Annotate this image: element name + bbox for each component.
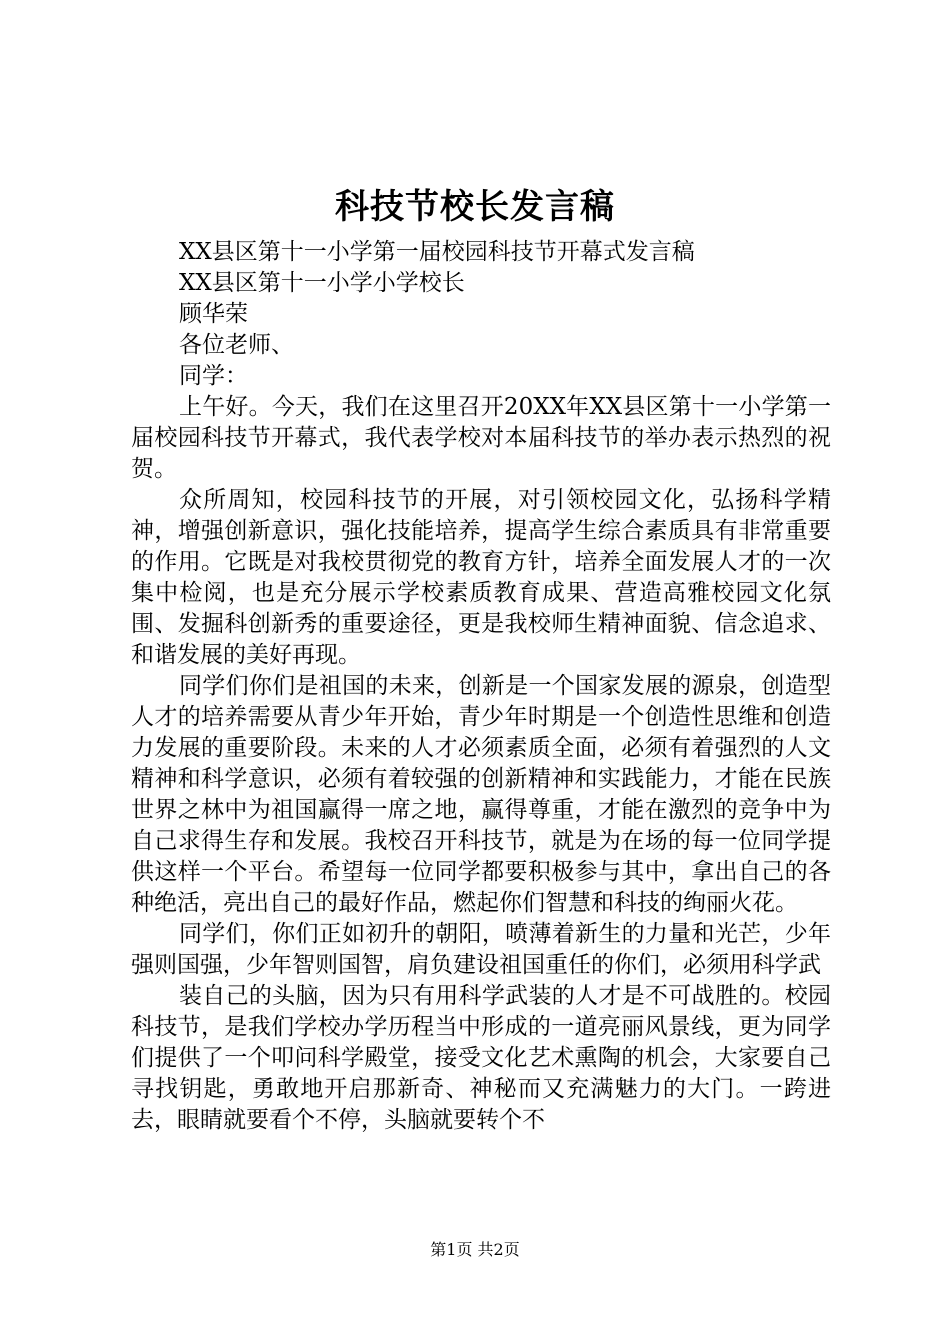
paragraph-1: 上午好。今天，我们在这里召开20XX年XX县区第十一小学第一届校园科技节开幕式，我代表学校对本届科技节的举办表示热烈的祝贺。 (131, 394, 831, 482)
paragraph-2: 众所周知，校园科技节的开展，对引领校园文化，弘扬科学精神，增强创新意识，强化技能培养，提高学生综合素质具有非常重要的作用。它既是对我校贯彻党的教育方针，培养全面发展人才的一次集中检阅，也是充分展示学校素质教育成果、营造高雅校园文化氛围、发掘科创新秀的重要途径，更是我校师生精神面貌、信念追求、和谐发展的美好再现。 (131, 487, 831, 668)
meta-line-speaker: 顾华荣 (179, 301, 248, 327)
greeting-students: 同学： (179, 363, 248, 389)
paragraph-5: 装自己的头脑，因为只有用科学武装的人才是不可战胜的。校园科技节，是我们学校办学历程当中形成的一道亮丽风景线，更为同学们提供了一个叩问科学殿堂，接受文化艺术熏陶的机会，大家要自己寻找钥匙，勇敢地开启那新奇、神秘而又充满魅力的大门。一跨进去，眼睛就要看个不停，头脑就要转个不 (131, 983, 831, 1133)
greeting-teachers: 各位老师、 (179, 332, 294, 358)
meta-line-position: XX县区第十一小学小学校长 (179, 270, 465, 296)
page-number-footer: 第1页 共2页 (430, 1240, 520, 1259)
meta-line-event: XX县区第十一小学第一届校园科技节开幕式发言稿 (179, 239, 695, 265)
document-title: 科技节校长发言稿 (335, 187, 615, 227)
document-body (131, 237, 831, 1136)
paragraph-4: 同学们，你们正如初升的朝阳，喷薄着新生的力量和光芒，少年强则国强，少年智则国智，肩负建设祖国重任的你们，必须用科学武 (131, 921, 831, 978)
paragraph-3: 同学们你们是祖国的未来，创新是一个国家发展的源泉，创造型人才的培养需要从青少年开始，青少年时期是一个创造性思维和创造力发展的重要阶段。未来的人才必须素质全面，必须有着强烈的人文精神和科学意识，必须有着较强的创新精神和实践能力，才能在民族世界之林中为祖国赢得一席之地，赢得尊重，才能在激烈的竞争中为自己求得生存和发展。我校召开科技节，就是为在场的每一位同学提供这样一个平台。希望每一位同学都要积极参与其中，拿出自己的各种绝活，亮出自己的最好作品，燃起你们智慧和科技的绚丽火花。 (131, 673, 831, 916)
